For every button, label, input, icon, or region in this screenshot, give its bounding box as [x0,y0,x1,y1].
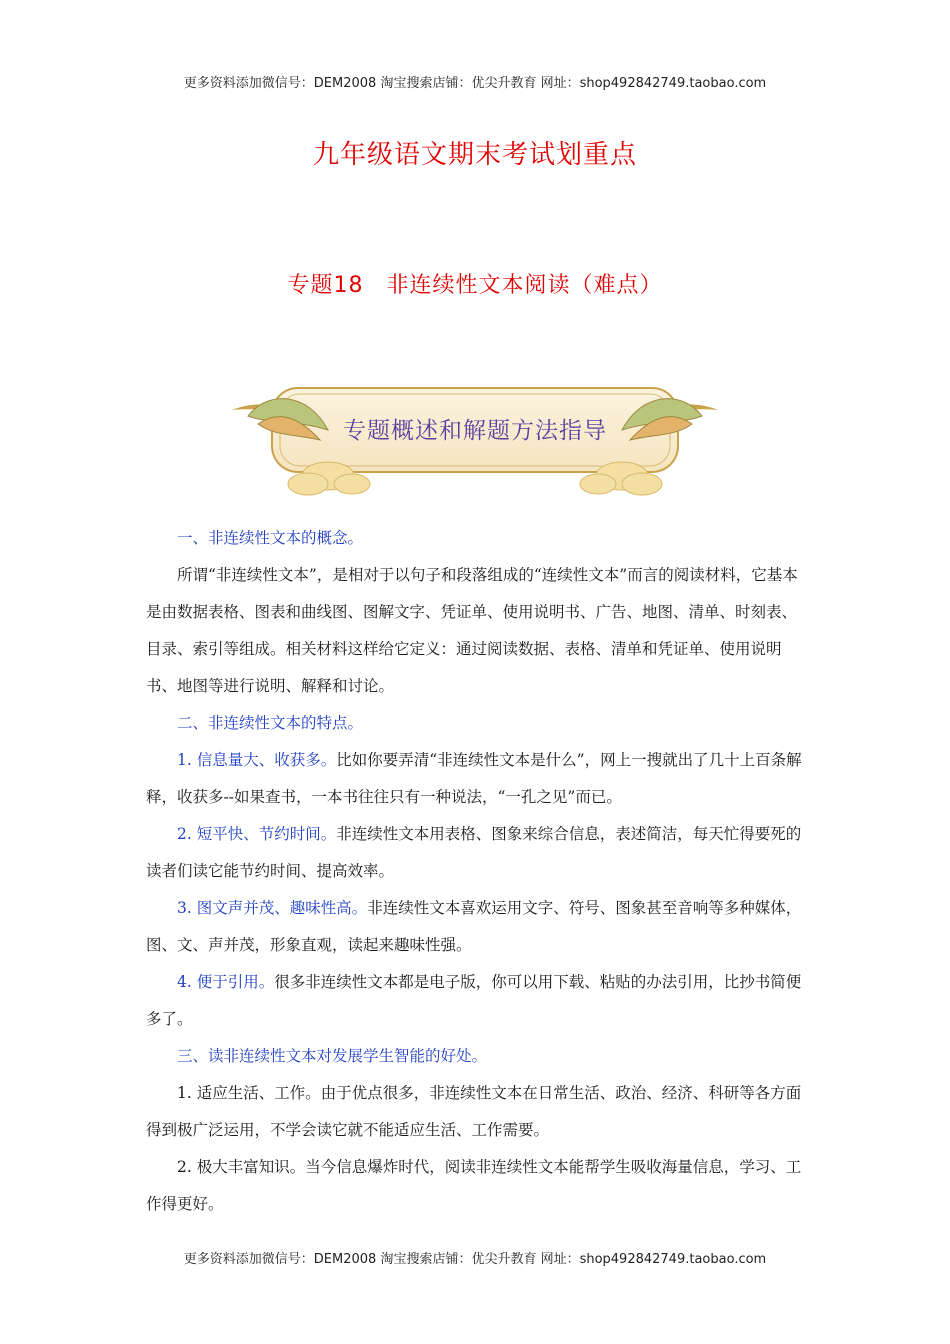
list-item [146,816,806,890]
document-title: 九年级语文期末考试划重点 [312,140,637,170]
item-body: 很多非连续性文本都是电子版，你可以用下载、粘贴的办法引用，比抄书简便多了。 [146,973,802,1028]
item-body: 非连续性文本用表格、图象来综合信息，表述简洁，每天忙得要死的读者们读它能节约时间、提高效率。 [146,825,802,880]
list-item: 1. 适应生活、工作。由于优点很多，非连续性文本在日常生活、政治、经济、科研等各方面得到极广泛运用，不学会读它就不能适应生活、工作需要。 [146,1084,802,1139]
section-heading: 一、非连续性文本的概念。 [177,529,364,547]
banner-label: 专题概述和解题方法指导 [343,418,607,444]
item-body: 非连续性文本喜欢运用文字、符号、图象甚至音响等多种媒体，图、文、声并茂，形象直观，读起来趣味性强。 [146,899,802,954]
section-heading: 二、非连续性文本的特点。 [177,714,364,732]
item-body: 比如你要弄清“非连续性文本是什么”，网上一搜就出了几十上百条解释，收获多--如果查书，一本书往往只有一种说法，“一孔之见”而已。 [146,751,802,806]
list-item [146,964,806,1038]
page-footer: 更多资料添加微信号：DEM2008 淘宝搜索店铺：优尖升教育 网址：shop492842749.taobao.com [183,1252,767,1267]
item-lead: 4. 便于引用。 [177,973,275,991]
list-item: 2. 极大丰富知识。当今信息爆炸时代，阅读非连续性文本能帮学生吸收海量信息，学习、工作得更好。 [146,1158,802,1213]
section-heading: 三、读非连续性文本对发展学生智能的好处。 [177,1047,488,1065]
list-item [146,742,806,816]
page-header: 更多资料添加微信号：DEM2008 淘宝搜索店铺：优尖升教育 网址：shop492842749.taobao.com [183,76,767,91]
list-item [146,890,806,964]
item-lead: 3. 图文声并茂、趣味性高。 [177,899,368,917]
item-lead: 2. 短平快、节约时间。 [177,825,337,843]
document-body [146,520,806,1223]
document-subtitle: 专题18 非连续性文本阅读（难点） [287,273,663,298]
item-lead: 1. 信息量大、收获多。 [177,751,337,769]
paragraph: 所谓“非连续性文本”，是相对于以句子和段落组成的“连续性文本”而言的阅读材料，它基本是由数据表格、图表和曲线图、图解文字、凭证单、使用说明书、广告、地图、清单、时刻表、目录、索引等组成。相关材料这样给它定义：通过阅读数据、表格、清单和凭证单、使用说明书、地图等进行说明、解释和讨论。 [146,566,798,695]
